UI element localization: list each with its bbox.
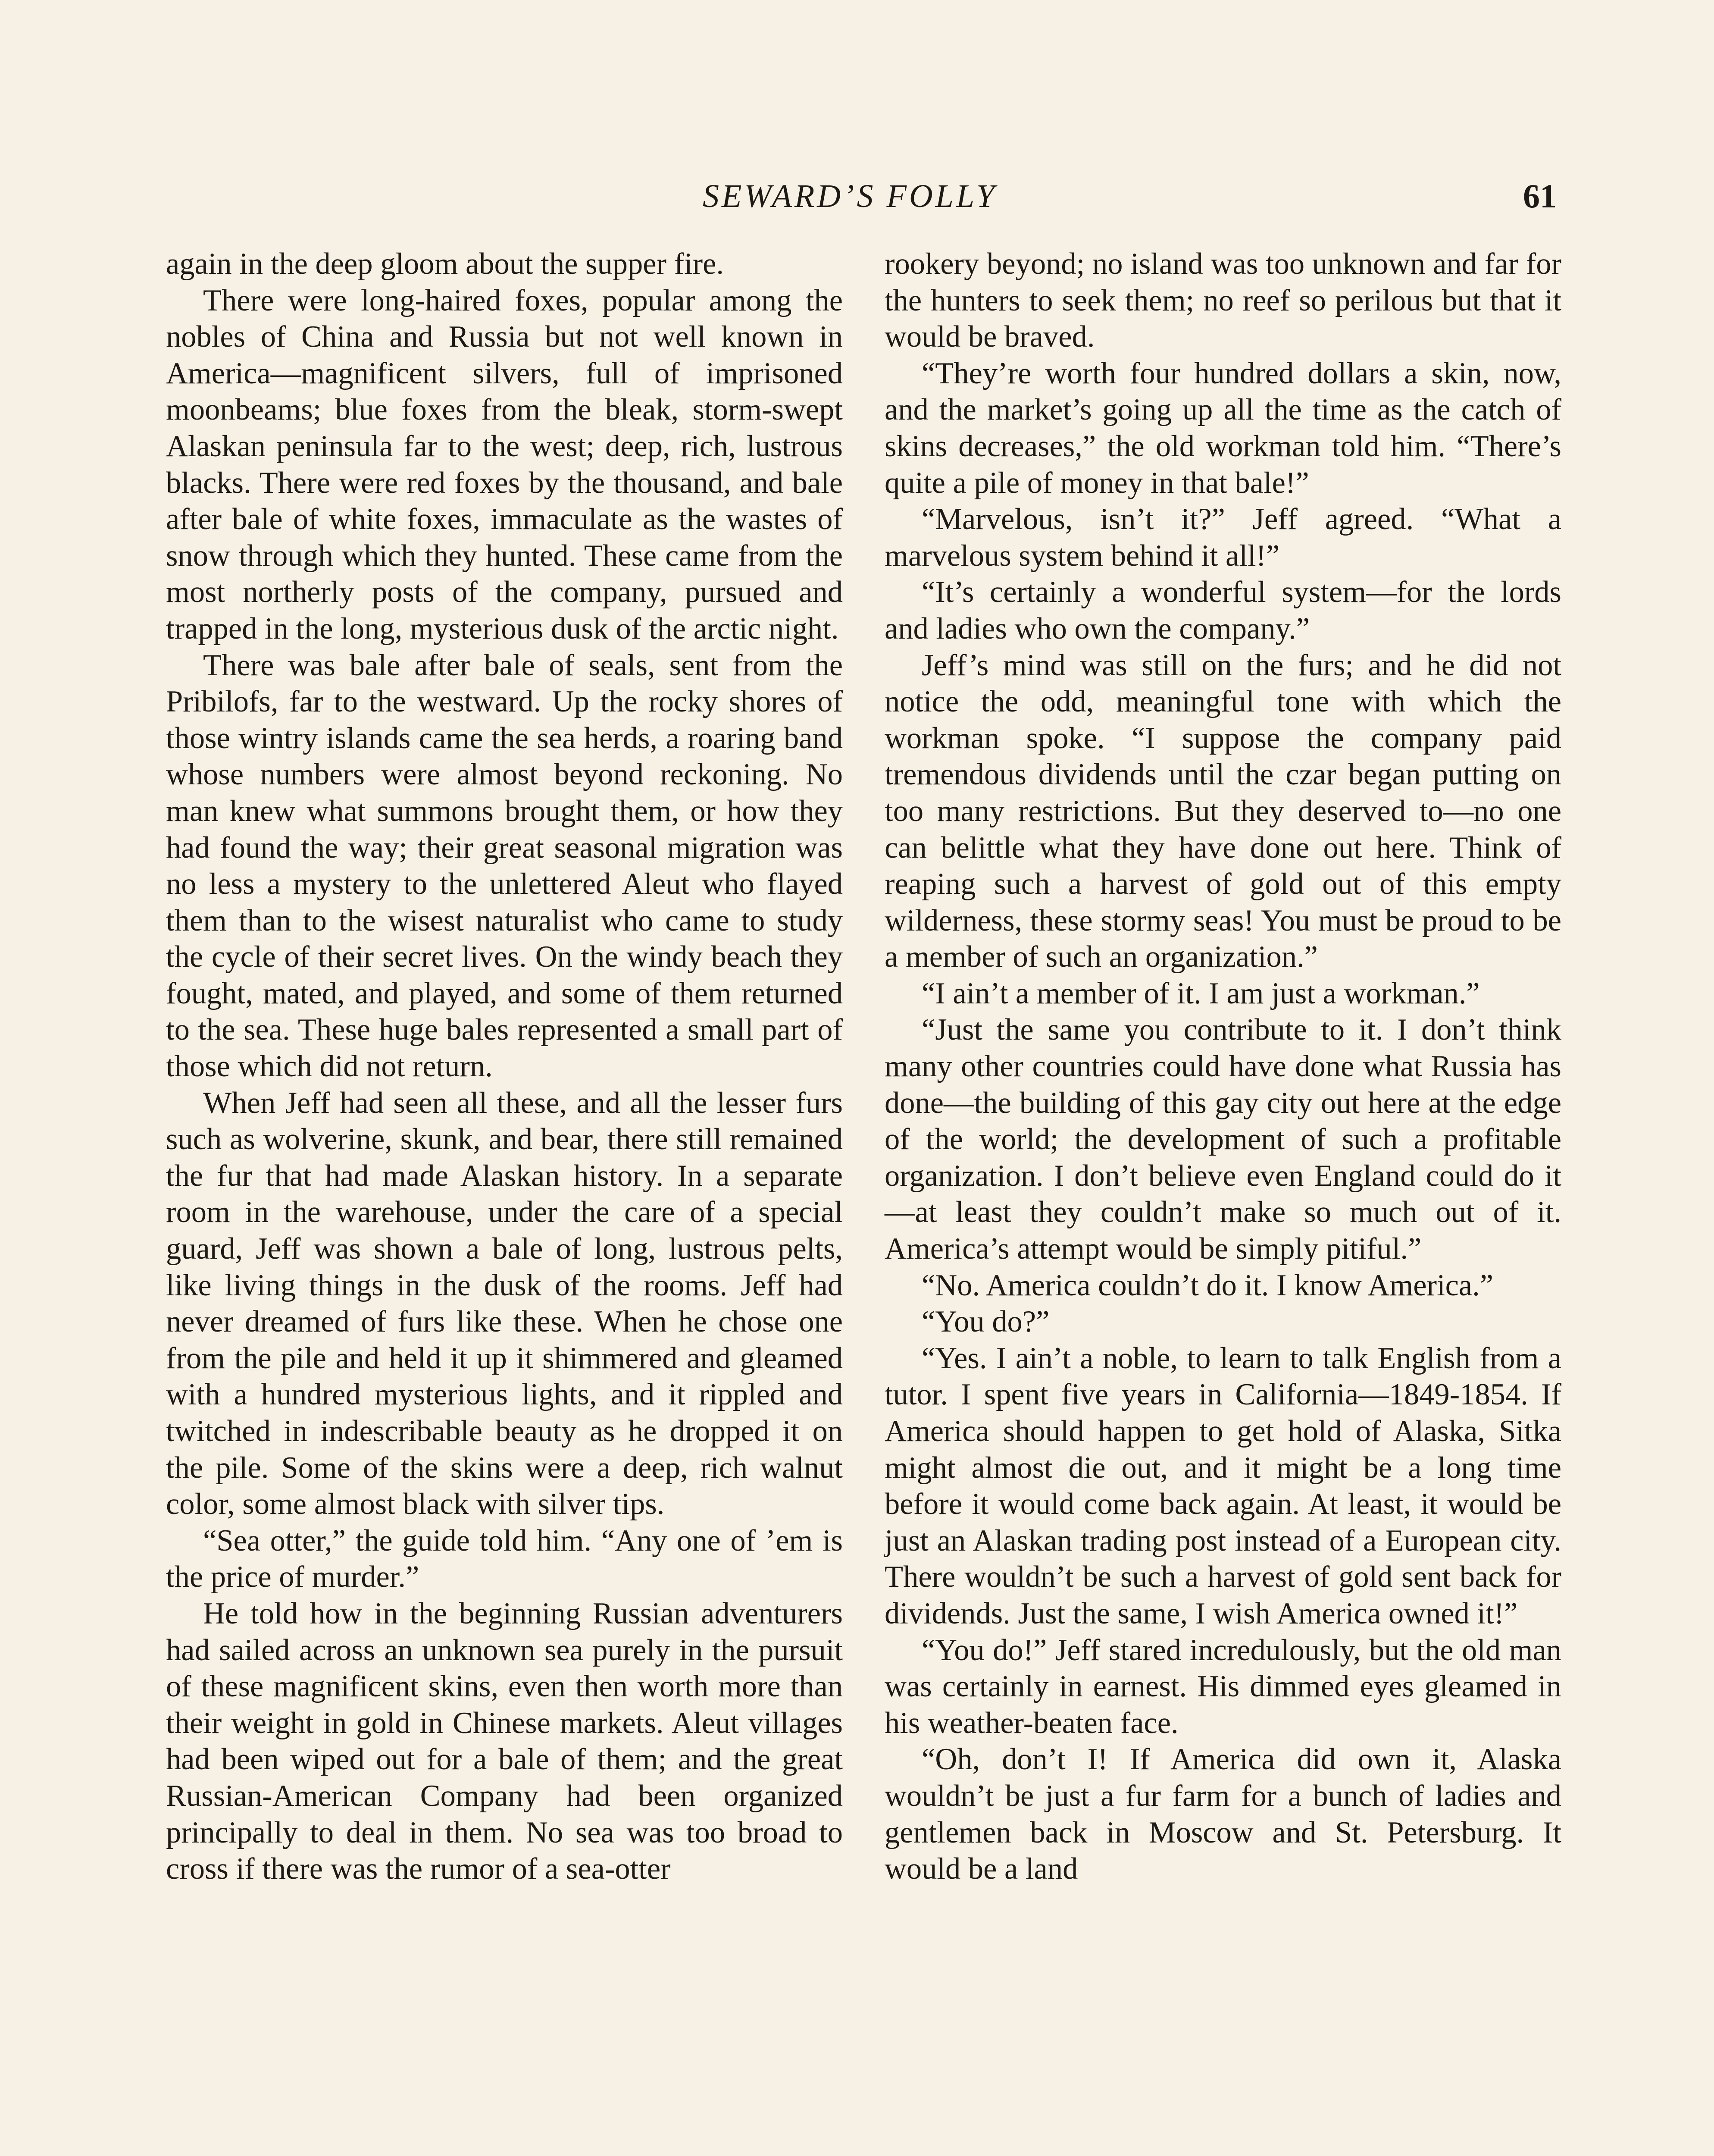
paragraph: “I ain’t a member of it. I am just a workman.”: [922, 976, 1480, 1010]
page-header: [0, 170, 1714, 222]
paragraph: When Jeff had seen all these, and all the lesser furs such as wolverine, skunk, and bear, there still remained the fur that had made Alaskan history. In a separate room in the warehouse, under the care of a special guard, Jeff was shown a bale of long, lustrous pelts, like living things in the dusk of the rooms. Jeff had never dreamed of furs like these. When he chose one from the pile and held it up it shimmered and gleamed with a hundred mysterious lights, and it rippled and twitched in indescribable beauty as he dropped it on the pile. Some of the skins were a deep, rich walnut color, some almost black with silver tips.: [166, 1086, 843, 1521]
paragraph: “Sea otter,” the guide told him. “Any one of ’em is the price of murder.”: [166, 1523, 843, 1594]
paragraph: There was bale after bale of seals, sent from the Pribilofs, far to the westward. Up the rocky shores of those wintry islands came the sea herds, a roaring band whose numbers were almost beyond reckoning. No man knew what summons brought them, or how they had found the way; their great seasonal migration was no less a mystery to the unlettered Aleut who flayed them than to the wisest naturalist who came to study the cycle of their secret lives. On the windy beach they fought, mated, and played, and some of them returned to the sea. These huge bales represented a small part of those which did not return.: [166, 648, 843, 1084]
page-number: 61: [1523, 177, 1557, 215]
paragraph: “It’s certainly a wonderful system—for the lords and ladies who own the company.”: [885, 575, 1561, 646]
paragraph: “Marvelous, isn’t it?” Jeff agreed. “What a marvelous system behind it all!”: [885, 502, 1561, 573]
paragraph: Jeff’s mind was still on the furs; and he did not notice the odd, meaningful tone with which the workman spoke. “I suppose the company paid tremendous dividends until the czar began putting on too many restrictions. But they deserved to—no one can belittle what they have done out here. Think of reaping such a harvest of gold out of this empty wilderness, these stormy seas! You must be proud to be a member of such an organization.”: [885, 648, 1561, 974]
paragraph: “Oh, don’t I! If America did own it, Alaska wouldn’t be just a fur farm for a bunch of ladies and gentlemen back in Moscow and St. Petersburg. It would be a land: [885, 1742, 1561, 1886]
paragraph: “You do!” Jeff stared incredulously, but the old man was certainly in earnest. His dimmed eyes gleamed in his weather-beaten face.: [885, 1633, 1561, 1740]
left-column: [166, 246, 843, 1887]
right-column: [885, 246, 1561, 1887]
paragraph: “You do?”: [922, 1305, 1050, 1339]
running-title: SEWARD’S FOLLY: [703, 178, 998, 214]
paragraph: There were long-haired foxes, popular among the nobles of China and Russia but not well known in America—magnificent silvers, full of imprisoned moonbeams; blue foxes from the bleak, storm-swept Alaskan peninsula far to the west; deep, rich, lustrous blacks. There were red foxes by the thousand, and bale after bale of white foxes, immaculate as the wastes of snow through which they hunted. These came from the most northerly posts of the company, pursued and trapped in the long, mysterious dusk of the arctic night.: [166, 283, 843, 646]
paragraph: rookery beyond; no island was too unknown and far for the hunters to seek them; no reef so perilous but that it would be braved.: [885, 247, 1561, 354]
paragraph: “No. America couldn’t do it. I know America.”: [922, 1268, 1494, 1302]
paragraph: again in the deep gloom about the supper fire.: [166, 247, 724, 281]
paragraph: “They’re worth four hundred dollars a skin, now, and the market’s going up all the time as the catch of skins decreases,” the old workman told him. “There’s quite a pile of money in that bale!”: [885, 356, 1561, 500]
paragraph: “Just the same you contribute to it. I don’t think many other countries could have done what Russia has done—the building of this gay city out here at the edge of the world; the development of such a profitable organization. I don’t believe even England could do it—at least they couldn’t make so much out of it. America’s attempt would be simply pitiful.”: [885, 1013, 1561, 1266]
paragraph: He told how in the beginning Russian adventurers had sailed across an unknown sea purely in the pursuit of these magnificent skins, even then worth more than their weight in gold in Chinese markets. Aleut villages had been wiped out for a bale of them; and the great Russian-American Company had been organized principally to deal in them. No sea was too broad to cross if there was the rumor of a sea-otter: [166, 1596, 843, 1886]
paragraph: “Yes. I ain’t a noble, to learn to talk English from a tutor. I spent five years in California—1849-1854. If America should happen to get hold of Alaska, Sitka might almost die out, and it might be a long time before it would come back again. At least, it would be just an Alaskan trading post instead of a European city. There wouldn’t be such a harvest of gold sent back for dividends. Just the same, I wish America owned it!”: [885, 1341, 1561, 1630]
